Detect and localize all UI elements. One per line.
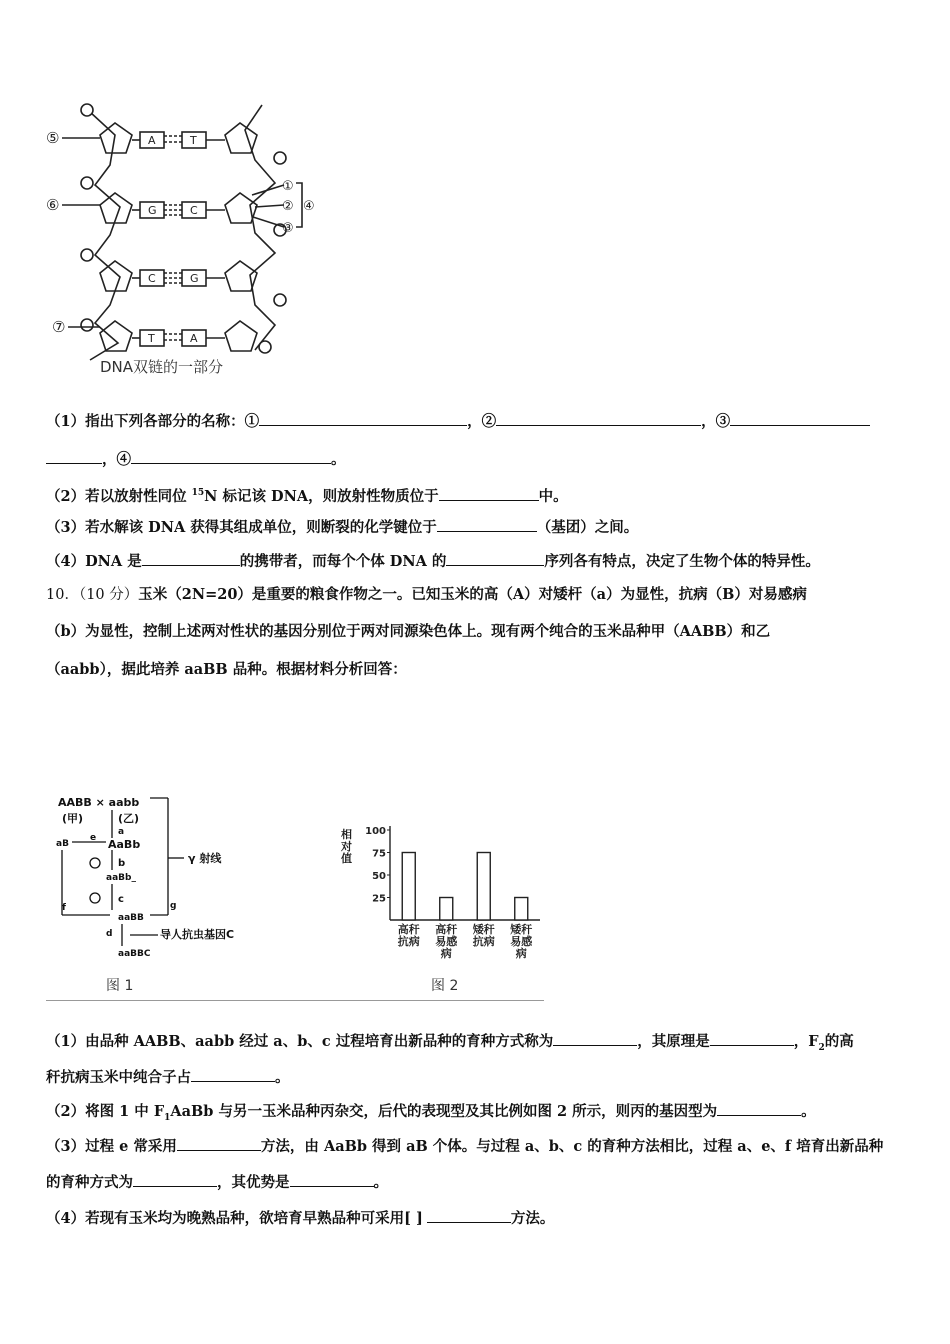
base-left-3: T: [148, 332, 155, 345]
dna-diagram: [40, 95, 340, 385]
category-label: 病: [515, 947, 527, 960]
blank-16[interactable]: [427, 1208, 511, 1223]
q10-part1-line1: （1）由品种 AABB、aabb 经过 a、b、c 过程培育出新品种的育种方式称为 ，其原理是 ，$F_2$的高: [46, 1033, 854, 1053]
label-5: ⑤: [46, 129, 60, 147]
y-axis-label-char: 相: [341, 828, 352, 841]
step-b: b: [118, 858, 126, 869]
label-7: ⑦: [52, 318, 66, 336]
q10-part1-line2: 秆抗病玉米中纯合子占 。: [46, 1069, 290, 1086]
q10-part3-line1: （3）过程 e 常采用 方法，由 AaBb 得到 aB 个体。与过程 a、b、c 的育种方法相比，过程 a、e、f 培育出新品种: [46, 1138, 884, 1155]
q9-part1-line2: ，④ 。: [46, 449, 906, 470]
ab-gamete: aB: [56, 839, 69, 849]
figure-divider: [46, 1000, 544, 1001]
base-right-1: C: [190, 204, 198, 217]
category-label: 高秆: [397, 923, 420, 936]
base-right-3: A: [190, 332, 198, 345]
category-label: 病: [440, 947, 452, 960]
y-tick-label: 100: [365, 826, 386, 837]
q10-part4: （4）若现有玉米均为晚熟品种，欲培育早熟品种可采用[ ] 方法。: [46, 1210, 555, 1227]
blank-11[interactable]: [191, 1067, 275, 1082]
bar-1: [402, 853, 415, 921]
blank-5[interactable]: [439, 486, 539, 501]
q10-intro2: （b）为显性，控制上述两对性状的基因分别位于两对同源染色体上。现有两个纯合的玉米品种甲（AABB）和乙: [46, 623, 771, 640]
step-a: a: [118, 827, 125, 837]
parent1: (甲): [62, 812, 84, 825]
aabb-mid: aaBb_: [106, 873, 136, 883]
bar-4: [515, 898, 528, 921]
blank-3[interactable]: [730, 411, 870, 426]
category-label: 易感: [510, 935, 533, 948]
blank-14[interactable]: [133, 1172, 217, 1187]
q10-part3-line2: 的育种方式为 ，其优势是 。: [46, 1174, 388, 1191]
step-c: c: [118, 894, 124, 905]
category-label: 抗病: [472, 935, 495, 948]
blank-8[interactable]: [446, 551, 544, 566]
q10-intro1: 10．（10 分）玉米（2N=20）是重要的粮食作物之一。已知玉米的高（A）对矮杆（a）为显性，抗病（B）对易感病: [46, 586, 807, 603]
parent2: (乙): [118, 812, 140, 825]
category-label: 易感: [435, 935, 458, 948]
blank-13[interactable]: [177, 1136, 261, 1151]
blank-10[interactable]: [710, 1031, 794, 1046]
blank-15[interactable]: [290, 1172, 374, 1187]
blank-3-cont[interactable]: [46, 449, 102, 464]
y-tick-label: 25: [372, 893, 386, 905]
y-tick-label: 50: [372, 871, 386, 882]
base-left-1: G: [148, 204, 157, 217]
category-label: 矮秆: [472, 923, 495, 936]
blank-7[interactable]: [142, 551, 240, 566]
base-left-2: C: [148, 272, 156, 285]
step-f: f: [62, 903, 66, 913]
q9-part4: （4）DNA 是 的携带者，而每个个体 DNA 的 序列各有特点，决定了生物个体的特异性。: [46, 553, 820, 570]
fig1-label: 图 1: [106, 978, 134, 994]
dna-caption: DNA双链的一部分: [100, 358, 224, 376]
phenotype-bar-chart: [335, 820, 555, 1000]
q10-intro3: （aabb），据此培养 aaBB 品种。根据材料分析回答：: [46, 661, 407, 678]
q9-part2: （2）若以放射性同位 $^{15}$N 标记该 DNA，则放射性物质位于 中。: [46, 487, 568, 505]
category-label: 高秆: [435, 923, 458, 936]
label-2: ②: [282, 199, 294, 214]
category-label: 抗病: [397, 935, 420, 948]
q10-part2: （2）将图 1 中 $F_1AaBb$ 与另一玉米品种丙杂交，后代的表现型及其比例如图 2 所示，则丙的基因型为 。: [46, 1103, 816, 1123]
fig2-label: 图 2: [431, 978, 459, 994]
cross-text: AABB × aabb: [58, 796, 140, 809]
blank-12[interactable]: [717, 1101, 801, 1116]
base-right-0: T: [190, 134, 197, 147]
q9-part1-line1: （1）指出下列各部分的名称：① ，② ，③: [46, 411, 906, 432]
step-g: g: [170, 901, 177, 911]
breeding-flowchart: [50, 790, 290, 1000]
f1-genotype: AaBb: [108, 838, 141, 851]
aabb-final: aaBB: [118, 913, 144, 923]
base-right-2: G: [190, 272, 199, 285]
label-1: ①: [282, 179, 294, 194]
gamma-ray: γ 射线: [188, 852, 222, 865]
blank-6[interactable]: [437, 517, 537, 532]
y-tick-label: 75: [372, 848, 386, 860]
y-axis-label-char: 对: [341, 840, 352, 853]
q9-part3: （3）若水解该 DNA 获得其组成单位，则断裂的化学键位于 （基团）之间。: [46, 519, 639, 536]
step-e: e: [90, 833, 97, 843]
bar-3: [477, 853, 490, 921]
blank-1[interactable]: [259, 411, 467, 426]
category-label: 矮秆: [510, 923, 533, 936]
blank-9[interactable]: [553, 1031, 637, 1046]
label-6: ⑥: [46, 196, 60, 214]
aabbc: aaBBC: [118, 949, 151, 959]
insert-gene: 导人抗虫基因C: [160, 928, 235, 941]
base-left-0: A: [148, 134, 156, 147]
blank-2[interactable]: [496, 411, 701, 426]
label-3: ③: [282, 221, 294, 236]
blank-4[interactable]: [131, 449, 331, 464]
y-axis-label-char: 值: [341, 852, 352, 865]
label-4: ④: [303, 199, 315, 214]
bar-2: [440, 898, 453, 921]
step-d: d: [106, 929, 113, 939]
